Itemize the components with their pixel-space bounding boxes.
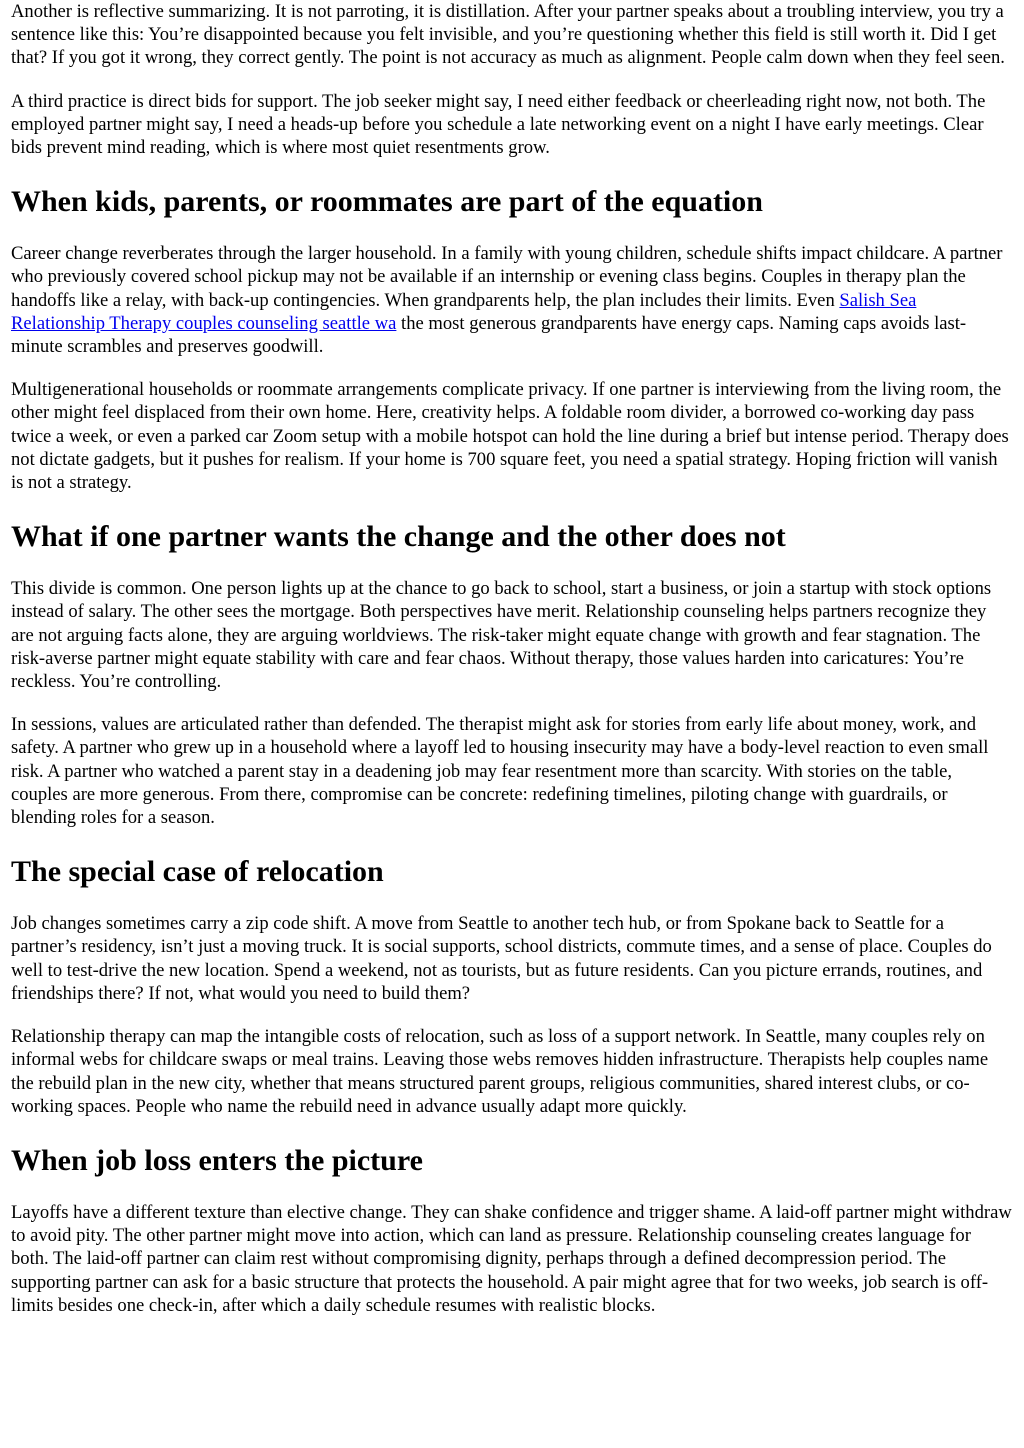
counseling-link[interactable]: Salish Sea Relationship Therapy couples counseling seattle wa — [11, 289, 917, 334]
paragraph-layoffs: Layoffs have a different texture than elective change. They can shake confidence and trigger shame. A laid-off partner might withdraw to avoid pity. The other partner might move into action, which can land as pressure. Relationship counseling creates language for both. The laid-off partner can claim rest without compromising dignity, perhaps through a defined decompression period. The supporting partner can ask for a basic structure that protects the household. A pair might agree that for two weeks, job search is off-limits besides one check-in, after which a daily schedule resumes with realistic blocks. — [11, 1201, 1012, 1316]
paragraph-zip-code-shift: Job changes sometimes carry a zip code shift. A move from Seattle to another tech hub, or from Spokane back to Seattle for a partner’s residency, isn’t just a moving truck. It is social supports, school districts, commute times, and a sense of place. Couples do well to test-drive the new location. Spend a weekend, not as tourists, but as future residents. Can you picture errands, routines, and friendships there? If not, what would you need to build them? — [11, 913, 992, 1004]
paragraph-divide-common: This divide is common. One person lights up at the chance to go back to school, start a business, or join a startup with stock options instead of salary. The other sees the mortgage. Both perspectives have merit. Relationship counseling helps partners recognize they are not arguing facts alone, they are arguing worldviews. The risk-taker might equate change with growth and fear stagnation. The risk-averse partner might equate stability with care and fear chaos. Without therapy, those values harden into caricatures: You’re reckless. You’re controlling. — [11, 578, 992, 693]
paragraph-direct-bids: A third practice is direct bids for support. The job seeker might say, I need either feedback or cheerleading right now, not both. The employed partner might say, I need a heads-up before you schedule a late networking event on a night I have early meetings. Clear bids prevent mind reading, which is where most quiet resentments grow. — [11, 90, 986, 159]
heading-one-partner-wants-change: What if one partner wants the change and the other does not — [11, 520, 786, 554]
paragraph-text-after-link: the most generous grandparents have energy caps. Naming caps avoids last-minute scrambles and preserves goodwill. — [11, 312, 967, 358]
heading-relocation: The special case of relocation — [11, 855, 384, 889]
heading-kids-parents-roommates: When kids, parents, or roommates are part of the equation — [11, 185, 763, 219]
paragraph-household-reverberation — [11, 242, 1013, 358]
paragraph-multigenerational-households: Multigenerational households or roommate arrangements complicate privacy. If one partner is interviewing from the living room, the other might feel displaced from their own home. Here, creativity helps. A foldable room divider, a borrowed co-working day pass twice a week, or even a parked car Zoom setup with a mobile hotspot can hold the line during a brief but intense period. Therapy does not dictate gadgets, but it pushes for realism. If your home is 700 square feet, you need a spatial strategy. Hoping friction will vanish is not a strategy. — [11, 379, 1009, 494]
heading-job-loss: When job loss enters the picture — [11, 1143, 423, 1177]
paragraph-text-before-link: Career change reverberates through the larger household. In a family with young children, schedule shifts impact childcare. A partner who previously covered school pickup may not be available if an internship or evening class begins. Couples in therapy plan the handoffs like a relay, with back-up contingencies. When grandparents help, the plan includes their limits. Even — [11, 243, 1003, 311]
paragraph-relocation-costs: Relationship therapy can map the intangible costs of relocation, such as loss of a support network. In Seattle, many couples rely on informal webs for childcare swaps or meal trains. Leaving those webs removes hidden infrastructure. Therapists help couples name the rebuild plan in the new city, whether that means structured parent groups, religious communities, shared interest clubs, or co-working spaces. People who name the rebuild need in advance usually adapt more quickly. — [11, 1026, 989, 1117]
paragraph-values-articulated: In sessions, values are articulated rather than defended. The therapist might ask for stories from early life about money, work, and safety. A partner who grew up in a household where a layoff led to housing insecurity may have a body-level reaction to even small risk. A partner who watched a parent stay in a deadening job may fear resentment more than scarcity. With stories on the table, couples are more generous. From there, compromise can be concrete: redefining timelines, piloting change with guardrails, or blending roles for a season. — [11, 714, 989, 829]
paragraph-reflective-summarizing: Another is reflective summarizing. It is not parroting, it is distillation. After your partner speaks about a troubling interview, you try a sentence like this: You’re disappointed because you felt invisible, and you’re questioning whether this field is still worth it. Did I get that? If you got it wrong, they correct gently. The point is not accuracy as much as alignment. People calm down when they feel seen. — [11, 1, 1005, 69]
